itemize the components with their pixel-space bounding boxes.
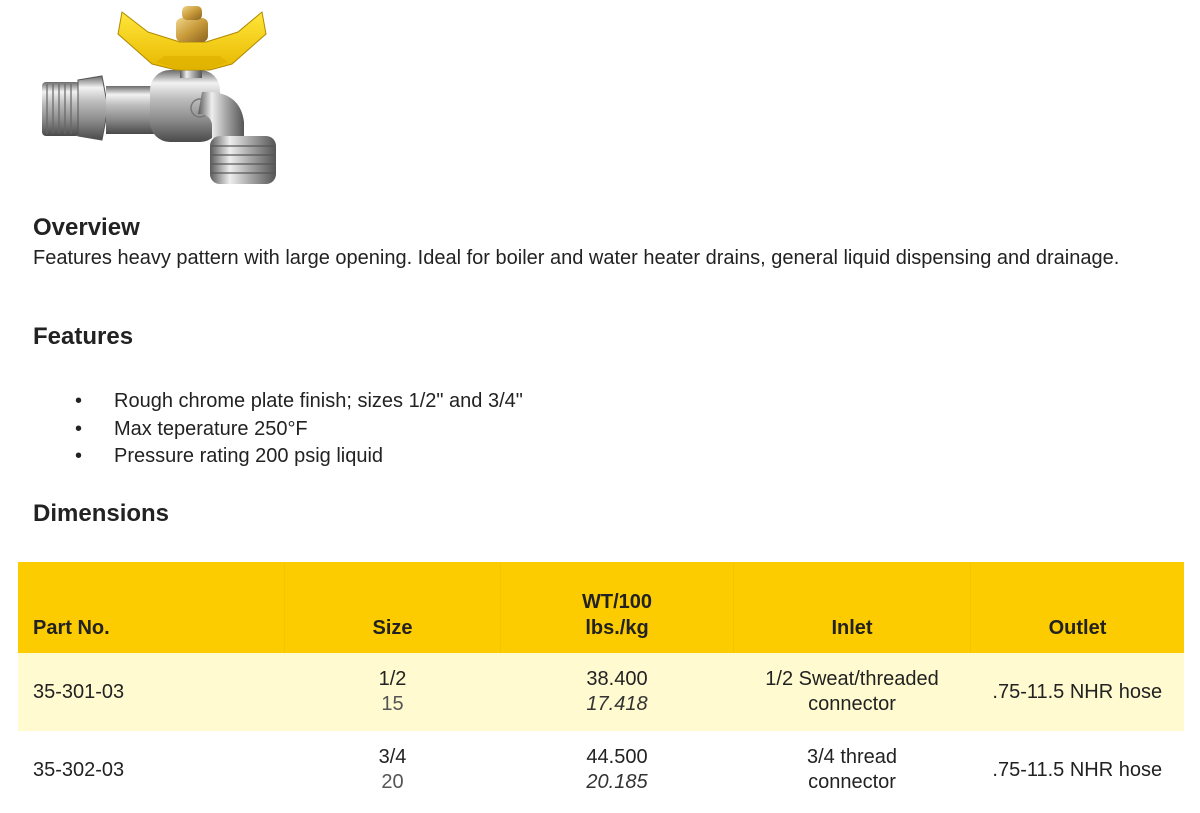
outlet-cell: .75-11.5 NHR hose xyxy=(971,731,1185,809)
size-inch: 3/4 xyxy=(378,746,407,768)
size-metric: 15 xyxy=(381,693,404,715)
size-cell xyxy=(285,731,501,809)
part-number-cell: 35-302-03 xyxy=(18,731,285,809)
feature-item: • Max teperature 250°F xyxy=(75,416,523,444)
weight-cell xyxy=(501,731,734,809)
column-header-weight xyxy=(501,562,734,653)
weight-cell xyxy=(501,653,734,731)
size-cell xyxy=(285,653,501,731)
dimensions-heading: Dimensions xyxy=(33,500,170,527)
features-heading: Features xyxy=(33,323,134,350)
feature-item: • Pressure rating 200 psig liquid xyxy=(75,443,523,471)
weight-lbs: 44.500 xyxy=(586,746,648,768)
inlet-line2: connector xyxy=(808,693,896,715)
column-header-size: Size xyxy=(285,562,501,653)
table-row xyxy=(18,731,1184,809)
overview-text: Features heavy pattern with large opening. Ideal for boiler and water heater drains, general liquid dispensing and drainage. xyxy=(33,247,1120,269)
outlet-cell: .75-11.5 NHR hose xyxy=(971,653,1185,731)
table-row xyxy=(18,653,1184,731)
part-number-cell: 35-301-03 xyxy=(18,653,285,731)
weight-kg: 17.418 xyxy=(586,693,648,715)
size-metric: 20 xyxy=(381,771,404,793)
dimensions-table xyxy=(18,562,1184,809)
inlet-cell xyxy=(734,731,971,809)
weight-header-line1: WT/100 xyxy=(581,591,653,613)
size-inch: 1/2 xyxy=(378,668,407,690)
features-list xyxy=(75,388,523,471)
weight-header-line2: lbs./kg xyxy=(585,617,649,639)
overview-heading: Overview xyxy=(33,214,140,241)
inlet-line1: 1/2 Sweat/threaded xyxy=(765,668,939,690)
weight-lbs: 38.400 xyxy=(586,668,648,690)
column-header-part-no: Part No. xyxy=(18,562,285,653)
table-header-row xyxy=(18,562,1184,653)
feature-item: • Rough chrome plate finish; sizes 1/2" and 3/4" xyxy=(75,388,523,416)
inlet-cell xyxy=(734,653,971,731)
column-header-outlet: Outlet xyxy=(971,562,1185,653)
column-header-inlet: Inlet xyxy=(734,562,971,653)
inlet-line2: connector xyxy=(808,771,896,793)
weight-kg: 20.185 xyxy=(586,771,648,793)
product-image xyxy=(30,4,290,190)
inlet-line1: 3/4 thread xyxy=(806,746,898,768)
